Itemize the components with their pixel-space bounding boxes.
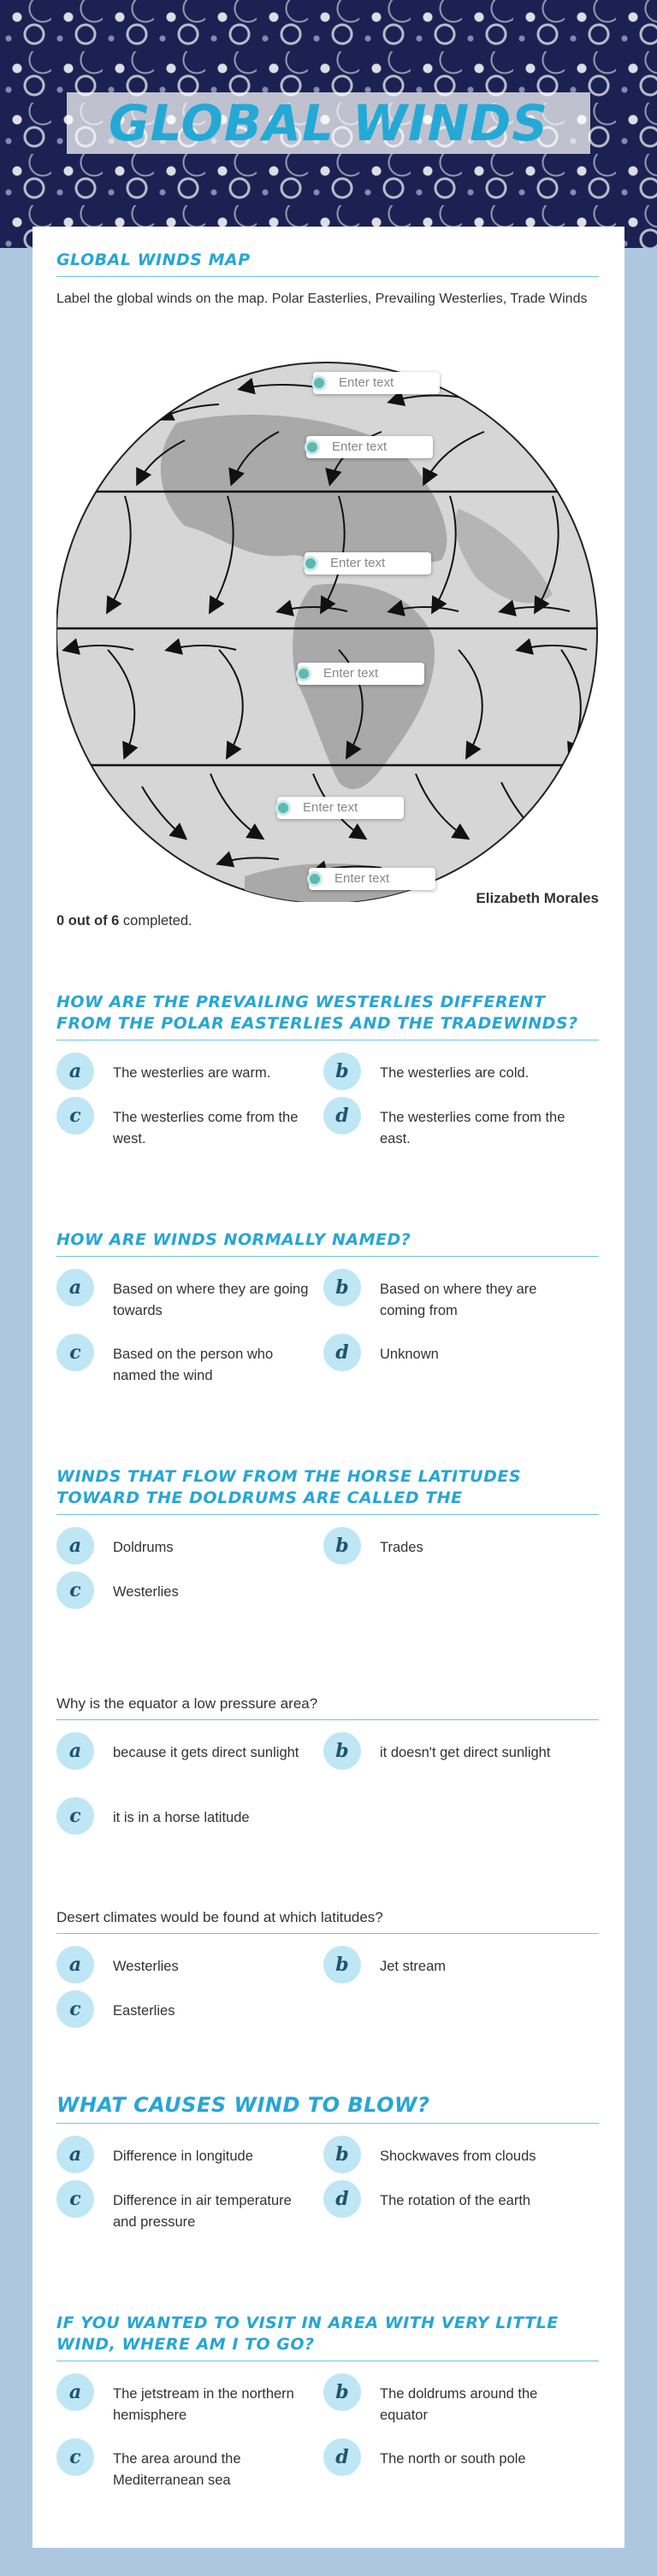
- option-letter: b: [323, 1732, 361, 1770]
- question-1: [56, 992, 599, 1147]
- option-letter: a: [56, 1269, 94, 1306]
- label-input-3[interactable]: Enter text: [305, 552, 431, 575]
- question-6-heading: WHAT CAUSES WIND TO BLOW?: [56, 2092, 599, 2124]
- option-text: Based on the person who named the wind: [113, 1347, 274, 1383]
- option-letter: a: [56, 1527, 94, 1565]
- option-letter: b: [323, 1269, 361, 1306]
- option-text: Jet stream: [380, 1959, 447, 1974]
- question-5-heading: Desert climates would be found at which latitudes?: [56, 1907, 599, 1934]
- option-letter: a: [56, 2136, 94, 2173]
- option-7d[interactable]: [323, 2438, 580, 2476]
- globe-map: [56, 355, 599, 906]
- progress-suffix: completed.: [119, 913, 192, 928]
- question-4-heading: Why is the equator a low pressure area?: [56, 1693, 599, 1720]
- label-input-6[interactable]: Enter text: [309, 868, 435, 890]
- option-letter: c: [56, 2438, 94, 2476]
- option-letter: d: [323, 2180, 361, 2218]
- option-5a[interactable]: [56, 1946, 313, 1984]
- option-letter: b: [323, 1527, 361, 1565]
- option-text: The north or south pole: [380, 2451, 526, 2467]
- option-text: Unknown: [380, 1347, 439, 1362]
- question-4-options: [56, 1732, 599, 1835]
- option-text: Westerlies: [113, 1584, 179, 1600]
- option-7b[interactable]: [323, 2373, 580, 2426]
- option-text: Based on where they are coming from: [380, 1282, 537, 1318]
- option-2d[interactable]: [323, 1334, 580, 1371]
- option-1a[interactable]: [56, 1052, 313, 1090]
- label-marker-5: [275, 800, 291, 816]
- option-text: Shockwaves from clouds: [380, 2149, 536, 2164]
- question-7-options: [56, 2373, 599, 2488]
- label-marker-1: [311, 375, 327, 391]
- map-heading: GLOBAL WINDS MAP: [56, 250, 599, 277]
- option-letter: a: [56, 1052, 94, 1090]
- question-3: [56, 1466, 599, 1612]
- label-marker-6: [307, 871, 323, 887]
- label-marker-3: [303, 556, 318, 571]
- option-text: The westerlies are cold.: [380, 1065, 530, 1081]
- label-input-5[interactable]: Enter text: [277, 797, 404, 819]
- option-letter: c: [56, 1797, 94, 1835]
- option-text: The westerlies are warm.: [113, 1065, 271, 1081]
- label-input-4[interactable]: Enter text: [298, 663, 424, 685]
- question-2-heading: HOW ARE WINDS NORMALLY NAMED?: [56, 1229, 599, 1257]
- option-letter: b: [323, 1052, 361, 1090]
- option-text: Westerlies: [113, 1959, 179, 1974]
- option-2a[interactable]: [56, 1269, 313, 1322]
- option-letter: b: [323, 2136, 361, 2173]
- option-7a[interactable]: [56, 2373, 313, 2426]
- option-3c[interactable]: [56, 1571, 313, 1609]
- option-1b[interactable]: [323, 1052, 580, 1090]
- option-text: it doesn't get direct sunlight: [380, 1745, 551, 1760]
- option-letter: c: [56, 1990, 94, 2028]
- option-4a[interactable]: [56, 1732, 313, 1770]
- question-2-options: [56, 1269, 599, 1383]
- option-6d[interactable]: [323, 2180, 580, 2218]
- option-letter: a: [56, 1732, 94, 1770]
- option-text: it is in a horse latitude: [113, 1810, 250, 1825]
- option-text: Easterlies: [113, 2003, 175, 2019]
- option-letter: a: [56, 2373, 94, 2411]
- question-2: [56, 1229, 599, 1383]
- label-input-1[interactable]: Enter text: [313, 372, 440, 394]
- option-letter: d: [323, 2438, 361, 2476]
- question-3-options: [56, 1527, 599, 1612]
- title-box: [67, 92, 590, 154]
- option-2c[interactable]: [56, 1334, 313, 1387]
- option-6a[interactable]: [56, 2136, 313, 2173]
- question-3-heading: WINDS THAT FLOW FROM THE HORSE LATITUDES TOWARD THE DOLDRUMS ARE CALLED THE: [56, 1466, 599, 1515]
- progress-count: 0 out of 6: [56, 913, 120, 928]
- option-text: Difference in longitude: [113, 2149, 253, 2164]
- question-5-options: [56, 1946, 599, 2031]
- label-input-2[interactable]: Enter text: [306, 436, 433, 458]
- progress-text: [56, 913, 192, 929]
- map-instructions: Label the global winds on the map. Polar Easterlies, Prevailing Westerlies, Trade Winds: [56, 292, 588, 306]
- author-credit: Elizabeth Morales: [476, 890, 599, 906]
- option-text: Difference in air temperature and pressure: [113, 2193, 292, 2230]
- option-1c[interactable]: [56, 1097, 313, 1150]
- option-text: The doldrums around the equator: [380, 2386, 538, 2423]
- option-letter: b: [323, 1946, 361, 1984]
- option-6b[interactable]: [323, 2136, 580, 2173]
- option-text: Doldrums: [113, 1540, 174, 1555]
- option-text: Trades: [380, 1540, 423, 1555]
- question-6-options: [56, 2136, 599, 2230]
- worksheet: [33, 227, 624, 2548]
- option-1d[interactable]: [323, 1097, 580, 1150]
- map-section: [56, 250, 599, 309]
- question-6: [56, 2092, 599, 2230]
- option-text: The westerlies come from the east.: [380, 1110, 565, 1147]
- label-marker-4: [296, 666, 311, 681]
- option-letter: c: [56, 1571, 94, 1609]
- option-text: The westerlies come from the west.: [113, 1110, 299, 1147]
- option-letter: c: [56, 1334, 94, 1371]
- option-4c[interactable]: [56, 1797, 313, 1835]
- option-2b[interactable]: [323, 1269, 580, 1322]
- option-text: The jetstream in the northern hemisphere: [113, 2386, 294, 2423]
- option-letter: a: [56, 1946, 94, 1984]
- question-1-heading: HOW ARE THE PREVAILING WESTERLIES DIFFERENT FROM THE POLAR EASTERLIES AND THE TRADEWINDS?: [56, 992, 599, 1040]
- question-7: [56, 2313, 599, 2488]
- option-6c[interactable]: [56, 2180, 313, 2233]
- option-3a[interactable]: [56, 1527, 313, 1565]
- option-5b[interactable]: [323, 1946, 580, 1984]
- page-title: GLOBAL WINDS: [108, 94, 549, 152]
- label-marker-2: [305, 439, 320, 455]
- question-4: [56, 1693, 599, 1835]
- option-letter: d: [323, 1097, 361, 1135]
- option-text: The area around the Mediterranean sea: [113, 2451, 241, 2488]
- option-text: Based on where they are going towards: [113, 1282, 309, 1318]
- option-text: The rotation of the earth: [380, 2193, 531, 2208]
- option-text: because it gets direct sunlight: [113, 1745, 299, 1760]
- option-letter: c: [56, 2180, 94, 2218]
- option-4b[interactable]: [323, 1732, 580, 1770]
- question-7-heading: IF YOU WANTED TO VISIT IN AREA WITH VERY LITTLE WIND, WHERE AM I TO GO?: [56, 2313, 599, 2361]
- option-7c[interactable]: [56, 2438, 313, 2491]
- option-3b[interactable]: [323, 1527, 580, 1565]
- option-letter: d: [323, 1334, 361, 1371]
- question-1-options: [56, 1052, 599, 1147]
- option-letter: c: [56, 1097, 94, 1135]
- option-letter: b: [323, 2373, 361, 2411]
- question-5: [56, 1907, 599, 2031]
- option-5c[interactable]: [56, 1990, 313, 2028]
